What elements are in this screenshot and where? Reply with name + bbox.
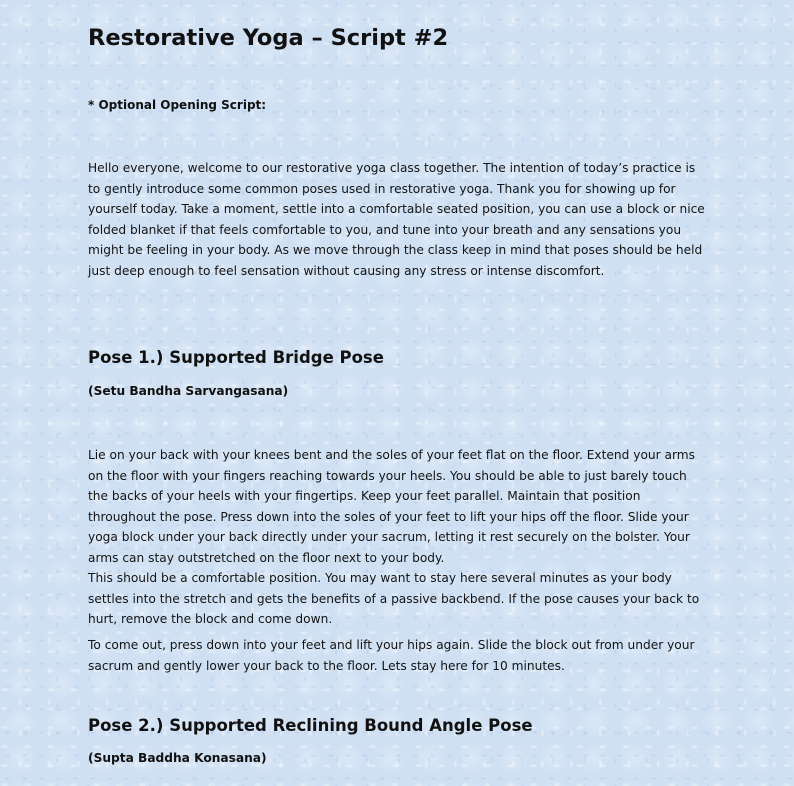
pose-1-paragraph-comfort: This should be a comfortable position. You may want to stay here several minutes as your body settles into the stretch and gets the benefits of a passive backbend. If the pose causes your back to hurt, remove the block and come down. <box>88 571 700 626</box>
document-title: Restorative Yoga – Script #2 <box>88 25 449 51</box>
opening-script-label: * Optional Opening Script: <box>88 98 267 112</box>
pose-1-heading: Pose 1.) Supported Bridge Pose <box>88 348 384 367</box>
pose-2-heading: Pose 2.) Supported Reclining Bound Angle Pose <box>88 716 533 735</box>
pose-1-paragraph-instructions: Lie on your back with your knees bent and the soles of your feet flat on the floor. Extend your arms on the floor with your fingers reaching towards your heels. You should be able to just barely touch the backs of your heels with your fingertips. Keep your feet parallel. Maintain that position throughout the pose. Press down into the soles of your feet to lift your hips off the floor. Slide your yoga block under your back directly under your sacrum, letting it rest securely on the bolster. Your arms can stay outstretched on the floor next to your body. <box>88 448 696 565</box>
pose-1-paragraph-exit: To come out, press down into your feet and lift your hips again. Slide the block out from under your sacrum and gently lower your back to the floor. Lets stay here for 10 minutes. <box>88 638 695 673</box>
intro-paragraph: Hello everyone, welcome to our restorative yoga class together. The intention of today’s practice is to gently introduce some common poses used in restorative yoga. Thank you for showing up for yourself today. Take a moment, settle into a comfortable seated position, you can use a block or nice folded blanket if that feels comfortable to you, and tune into your breath and any sensations you might be feeling in your body. As we move through the class keep in mind that poses should be held just deep enough to feel sensation without causing any stress or intense discomfort. <box>88 161 705 278</box>
pose-2-sanskrit-name: (Supta Baddha Konasana) <box>88 751 267 765</box>
pose-1-sanskrit-name: (Setu Bandha Sarvangasana) <box>88 384 289 398</box>
